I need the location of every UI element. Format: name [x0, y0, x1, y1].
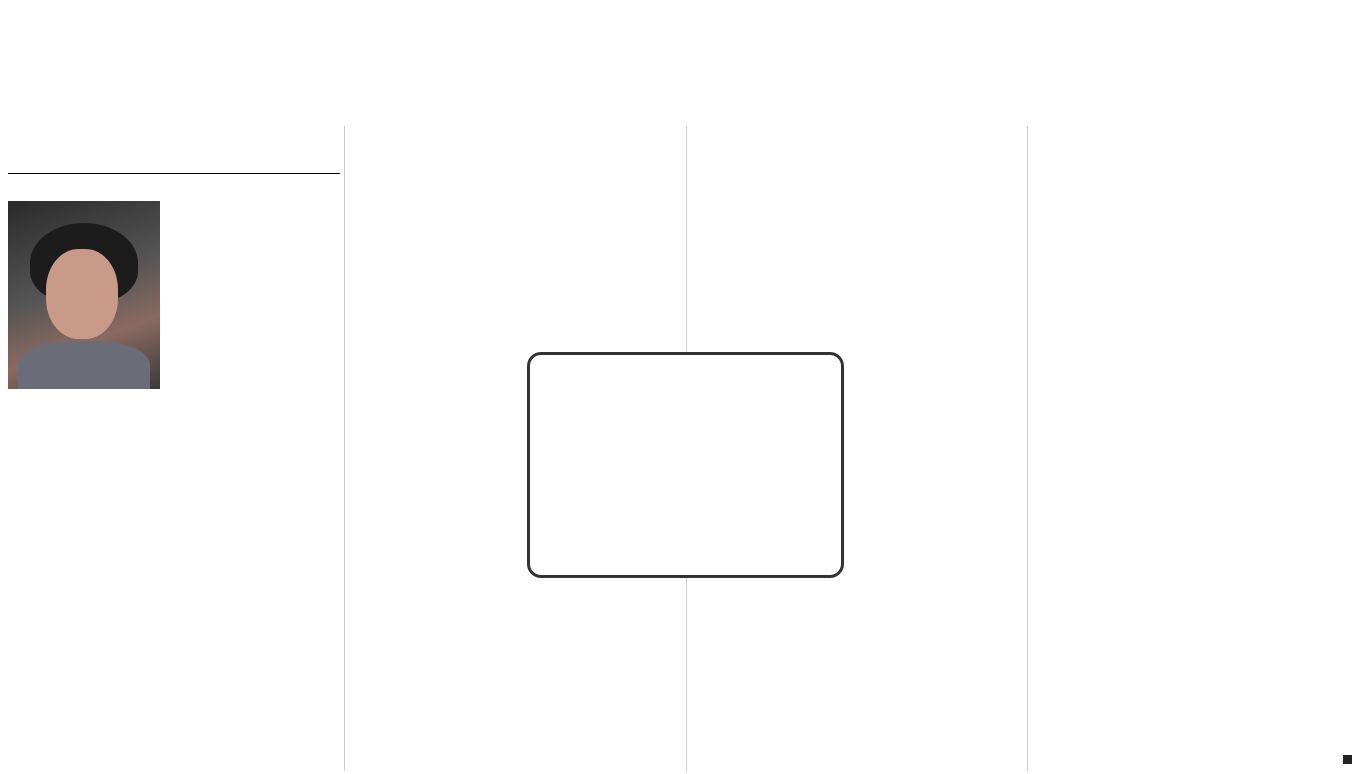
pull-quote-box — [527, 352, 844, 578]
column-divider — [344, 126, 345, 771]
writer-note — [1337, 752, 1356, 768]
article-column-4 — [1033, 126, 1358, 774]
article-headline — [0, 18, 1368, 128]
column-divider — [1027, 126, 1028, 771]
article-column-1 — [8, 186, 338, 774]
bullet-square-icon — [1343, 755, 1352, 764]
byline-divider — [8, 173, 340, 174]
top-strip — [0, 0, 1368, 10]
